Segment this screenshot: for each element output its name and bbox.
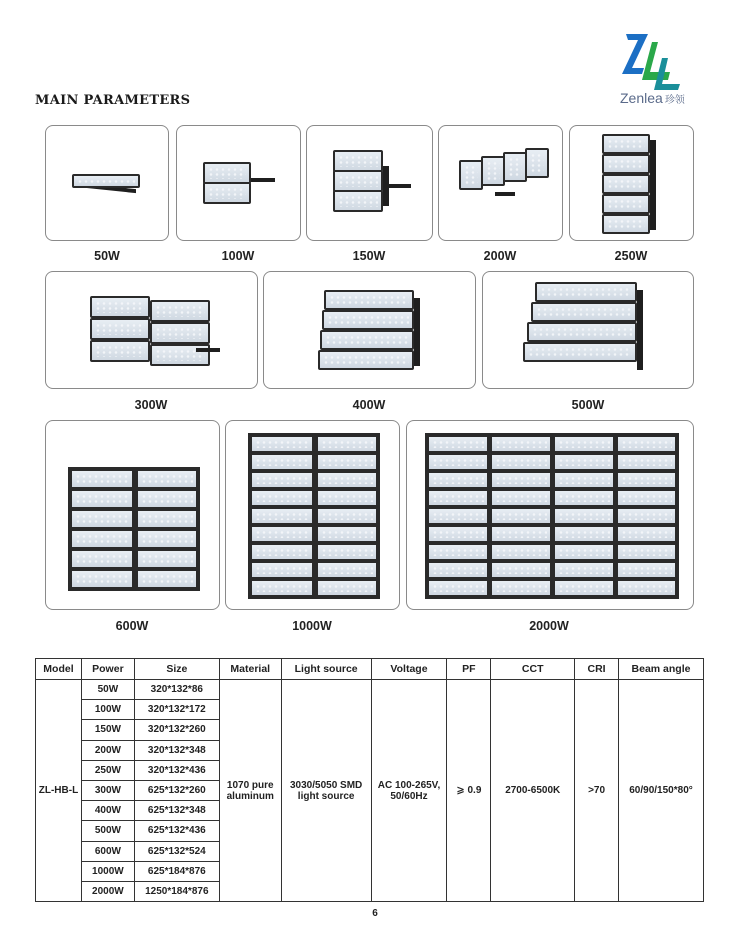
product-image-100w	[176, 125, 301, 241]
size-cell: 625*132*436	[134, 821, 219, 841]
header-model: Model	[36, 659, 82, 680]
parameters-table	[35, 658, 704, 902]
product-label-400w: 400W	[352, 398, 386, 412]
product-image-200w	[438, 125, 563, 241]
cct-cell: 2700-6500K	[491, 680, 575, 902]
product-label-250w: 250W	[614, 249, 648, 263]
material-cell: 1070 pure aluminum	[219, 680, 281, 902]
beam-angle-cell: 60/90/150*80°	[619, 680, 704, 902]
product-image-50w	[45, 125, 169, 241]
size-cell: 320*132*172	[134, 700, 219, 720]
header-pf: PF	[447, 659, 491, 680]
size-cell: 320*132*436	[134, 760, 219, 780]
product-image-500w	[482, 271, 694, 389]
header-material: Material	[219, 659, 281, 680]
table-row	[36, 680, 704, 700]
product-image-600w	[45, 420, 220, 610]
size-cell: 625*184*876	[134, 861, 219, 881]
header-light-source: Light source	[281, 659, 371, 680]
product-label-50w: 50W	[94, 249, 120, 263]
page-heading: MAIN PARAMETERS	[35, 93, 191, 108]
product-image-300w	[45, 271, 258, 389]
product-image-400w	[263, 271, 476, 389]
size-cell: 625*132*524	[134, 841, 219, 861]
size-cell: 1250*184*876	[134, 881, 219, 901]
page-number: 6	[372, 908, 378, 919]
pf-cell: ⩾ 0.9	[447, 680, 491, 902]
header-power: Power	[81, 659, 134, 680]
product-label-500w: 500W	[571, 398, 605, 412]
power-cell: 150W	[81, 720, 134, 740]
power-cell: 250W	[81, 760, 134, 780]
header-cri: CRI	[575, 659, 619, 680]
product-label-1000w: 1000W	[292, 619, 332, 633]
power-cell: 600W	[81, 841, 134, 861]
cri-cell: >70	[575, 680, 619, 902]
power-cell: 1000W	[81, 861, 134, 881]
product-label-100w: 100W	[221, 249, 255, 263]
power-cell: 500W	[81, 821, 134, 841]
product-image-2000w	[406, 420, 694, 610]
power-cell: 400W	[81, 801, 134, 821]
power-cell: 50W	[81, 680, 134, 700]
brand-name: Zenlea 珍领	[620, 90, 685, 106]
product-image-150w	[306, 125, 433, 241]
size-cell: 625*132*260	[134, 780, 219, 800]
product-label-2000w: 2000W	[529, 619, 569, 633]
table-header-row	[36, 659, 704, 680]
product-label-150w: 150W	[352, 249, 386, 263]
light-source-cell: 3030/5050 SMD light source	[281, 680, 371, 902]
voltage-cell: AC 100-265V, 50/60Hz	[371, 680, 447, 902]
product-label-200w: 200W	[483, 249, 517, 263]
size-cell: 320*132*260	[134, 720, 219, 740]
header-cct: CCT	[491, 659, 575, 680]
product-image-1000w	[225, 420, 400, 610]
size-cell: 625*132*348	[134, 801, 219, 821]
product-label-300w: 300W	[134, 398, 168, 412]
product-label-600w: 600W	[115, 619, 149, 633]
power-cell: 2000W	[81, 881, 134, 901]
product-image-250w	[569, 125, 694, 241]
power-cell: 200W	[81, 740, 134, 760]
size-cell: 320*132*348	[134, 740, 219, 760]
header-beam-angle: Beam angle	[619, 659, 704, 680]
model-cell: ZL-HB-L	[36, 680, 82, 902]
header-voltage: Voltage	[371, 659, 447, 680]
size-cell: 320*132*86	[134, 680, 219, 700]
power-cell: 100W	[81, 700, 134, 720]
power-cell: 300W	[81, 780, 134, 800]
header-size: Size	[134, 659, 219, 680]
